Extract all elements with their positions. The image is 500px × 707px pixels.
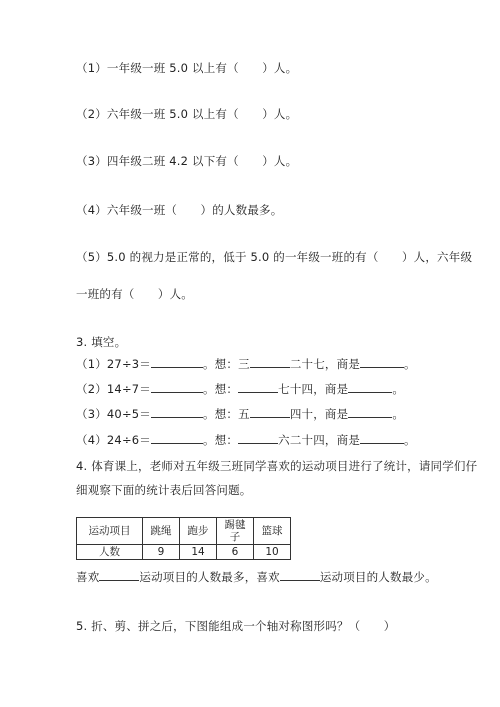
- section-3-heading: 3. 填空。: [76, 335, 127, 349]
- answer-text: 喜欢: [76, 570, 100, 584]
- section-5-question: 5. 折、剪、拼之后，下图能组成一个轴对称图形吗？（ ）: [76, 619, 396, 633]
- fill-item-mid: 。想：三: [203, 357, 250, 371]
- answer-blank[interactable]: [360, 432, 404, 444]
- answer-text: 运动项目的人数最少。: [319, 570, 437, 584]
- fill-item-lead: （3）40÷5＝: [76, 407, 152, 421]
- fill-item-end: 。: [392, 407, 405, 421]
- answer-blank[interactable]: [99, 569, 139, 581]
- fill-item-tail: 四十，商是: [289, 407, 349, 421]
- fill-item-1: [76, 356, 416, 372]
- fill-item-tail: 六二十四，商是: [278, 433, 361, 447]
- table-row-label: 人数: [77, 545, 143, 560]
- table-column-header: 踢毽子: [217, 518, 254, 545]
- fill-item-lead: （4）24÷6＝: [76, 433, 152, 447]
- fill-item-end: 。: [392, 382, 405, 396]
- table-cell: 10: [254, 545, 291, 560]
- fill-item-mid: 。想：: [203, 433, 239, 447]
- answer-blank[interactable]: [151, 381, 203, 393]
- fill-item-tail: 二十七，商是: [289, 357, 361, 371]
- fill-item-end: 。: [404, 433, 416, 447]
- answer-text: 运动项目的人数最多，喜欢: [139, 570, 280, 584]
- answer-blank[interactable]: [280, 569, 320, 581]
- answer-blank[interactable]: [238, 381, 278, 393]
- table-cell: 9: [143, 545, 180, 560]
- answer-blank[interactable]: [238, 432, 278, 444]
- question-2: （2）六年级一班 5.0 以上有（ ）人。: [76, 107, 298, 121]
- fill-item-lead: （1）27÷3＝: [76, 357, 152, 371]
- fill-item-3: [76, 406, 404, 422]
- sports-stat-table: [76, 517, 291, 560]
- answer-blank[interactable]: [348, 406, 392, 418]
- fill-item-tail: 七十四，商是: [278, 382, 349, 396]
- table-header-row: [77, 518, 291, 545]
- table-cell: 14: [180, 545, 217, 560]
- table-cell: 6: [217, 545, 254, 560]
- table-column-header: 跳绳: [143, 518, 180, 545]
- fill-item-mid: 。想：: [203, 382, 239, 396]
- answer-blank[interactable]: [348, 381, 392, 393]
- table-column-header: 跑步: [180, 518, 217, 545]
- answer-blank[interactable]: [151, 356, 203, 368]
- fill-item-mid: 。想：五: [203, 407, 250, 421]
- answer-blank[interactable]: [250, 406, 290, 418]
- fill-item-4: [76, 432, 416, 448]
- question-5-line-1: （5）5.0 的视力是正常的，低于 5.0 的一年级一班的有（ ）人，六年级: [76, 250, 473, 264]
- section-4-intro-line-2: 细观察下面的统计表后回答问题。: [76, 483, 252, 497]
- fill-item-end: 。: [404, 357, 416, 371]
- section-4-answer-line: [76, 569, 437, 585]
- answer-blank[interactable]: [151, 406, 203, 418]
- question-3: （3）四年级二班 4.2 以下有（ ）人。: [76, 154, 298, 168]
- section-4-intro-line-1: 4. 体育课上，老师对五年级三班同学喜欢的运动项目进行了统计，请同学们仔: [76, 459, 478, 473]
- question-4: （4）六年级一班（ ）的人数最多。: [76, 203, 283, 217]
- table-column-header: 篮球: [254, 518, 291, 545]
- fill-item-lead: （2）14÷7＝: [76, 382, 152, 396]
- fill-item-2: [76, 381, 404, 397]
- table-row: [77, 545, 291, 560]
- question-1: （1）一年级一班 5.0 以上有（ ）人。: [76, 61, 298, 75]
- answer-blank[interactable]: [151, 432, 203, 444]
- question-5-line-2: 一班的有（ ）人。: [76, 287, 193, 301]
- answer-blank[interactable]: [360, 356, 404, 368]
- table-header-label: 运动项目: [77, 518, 143, 545]
- answer-blank[interactable]: [250, 356, 290, 368]
